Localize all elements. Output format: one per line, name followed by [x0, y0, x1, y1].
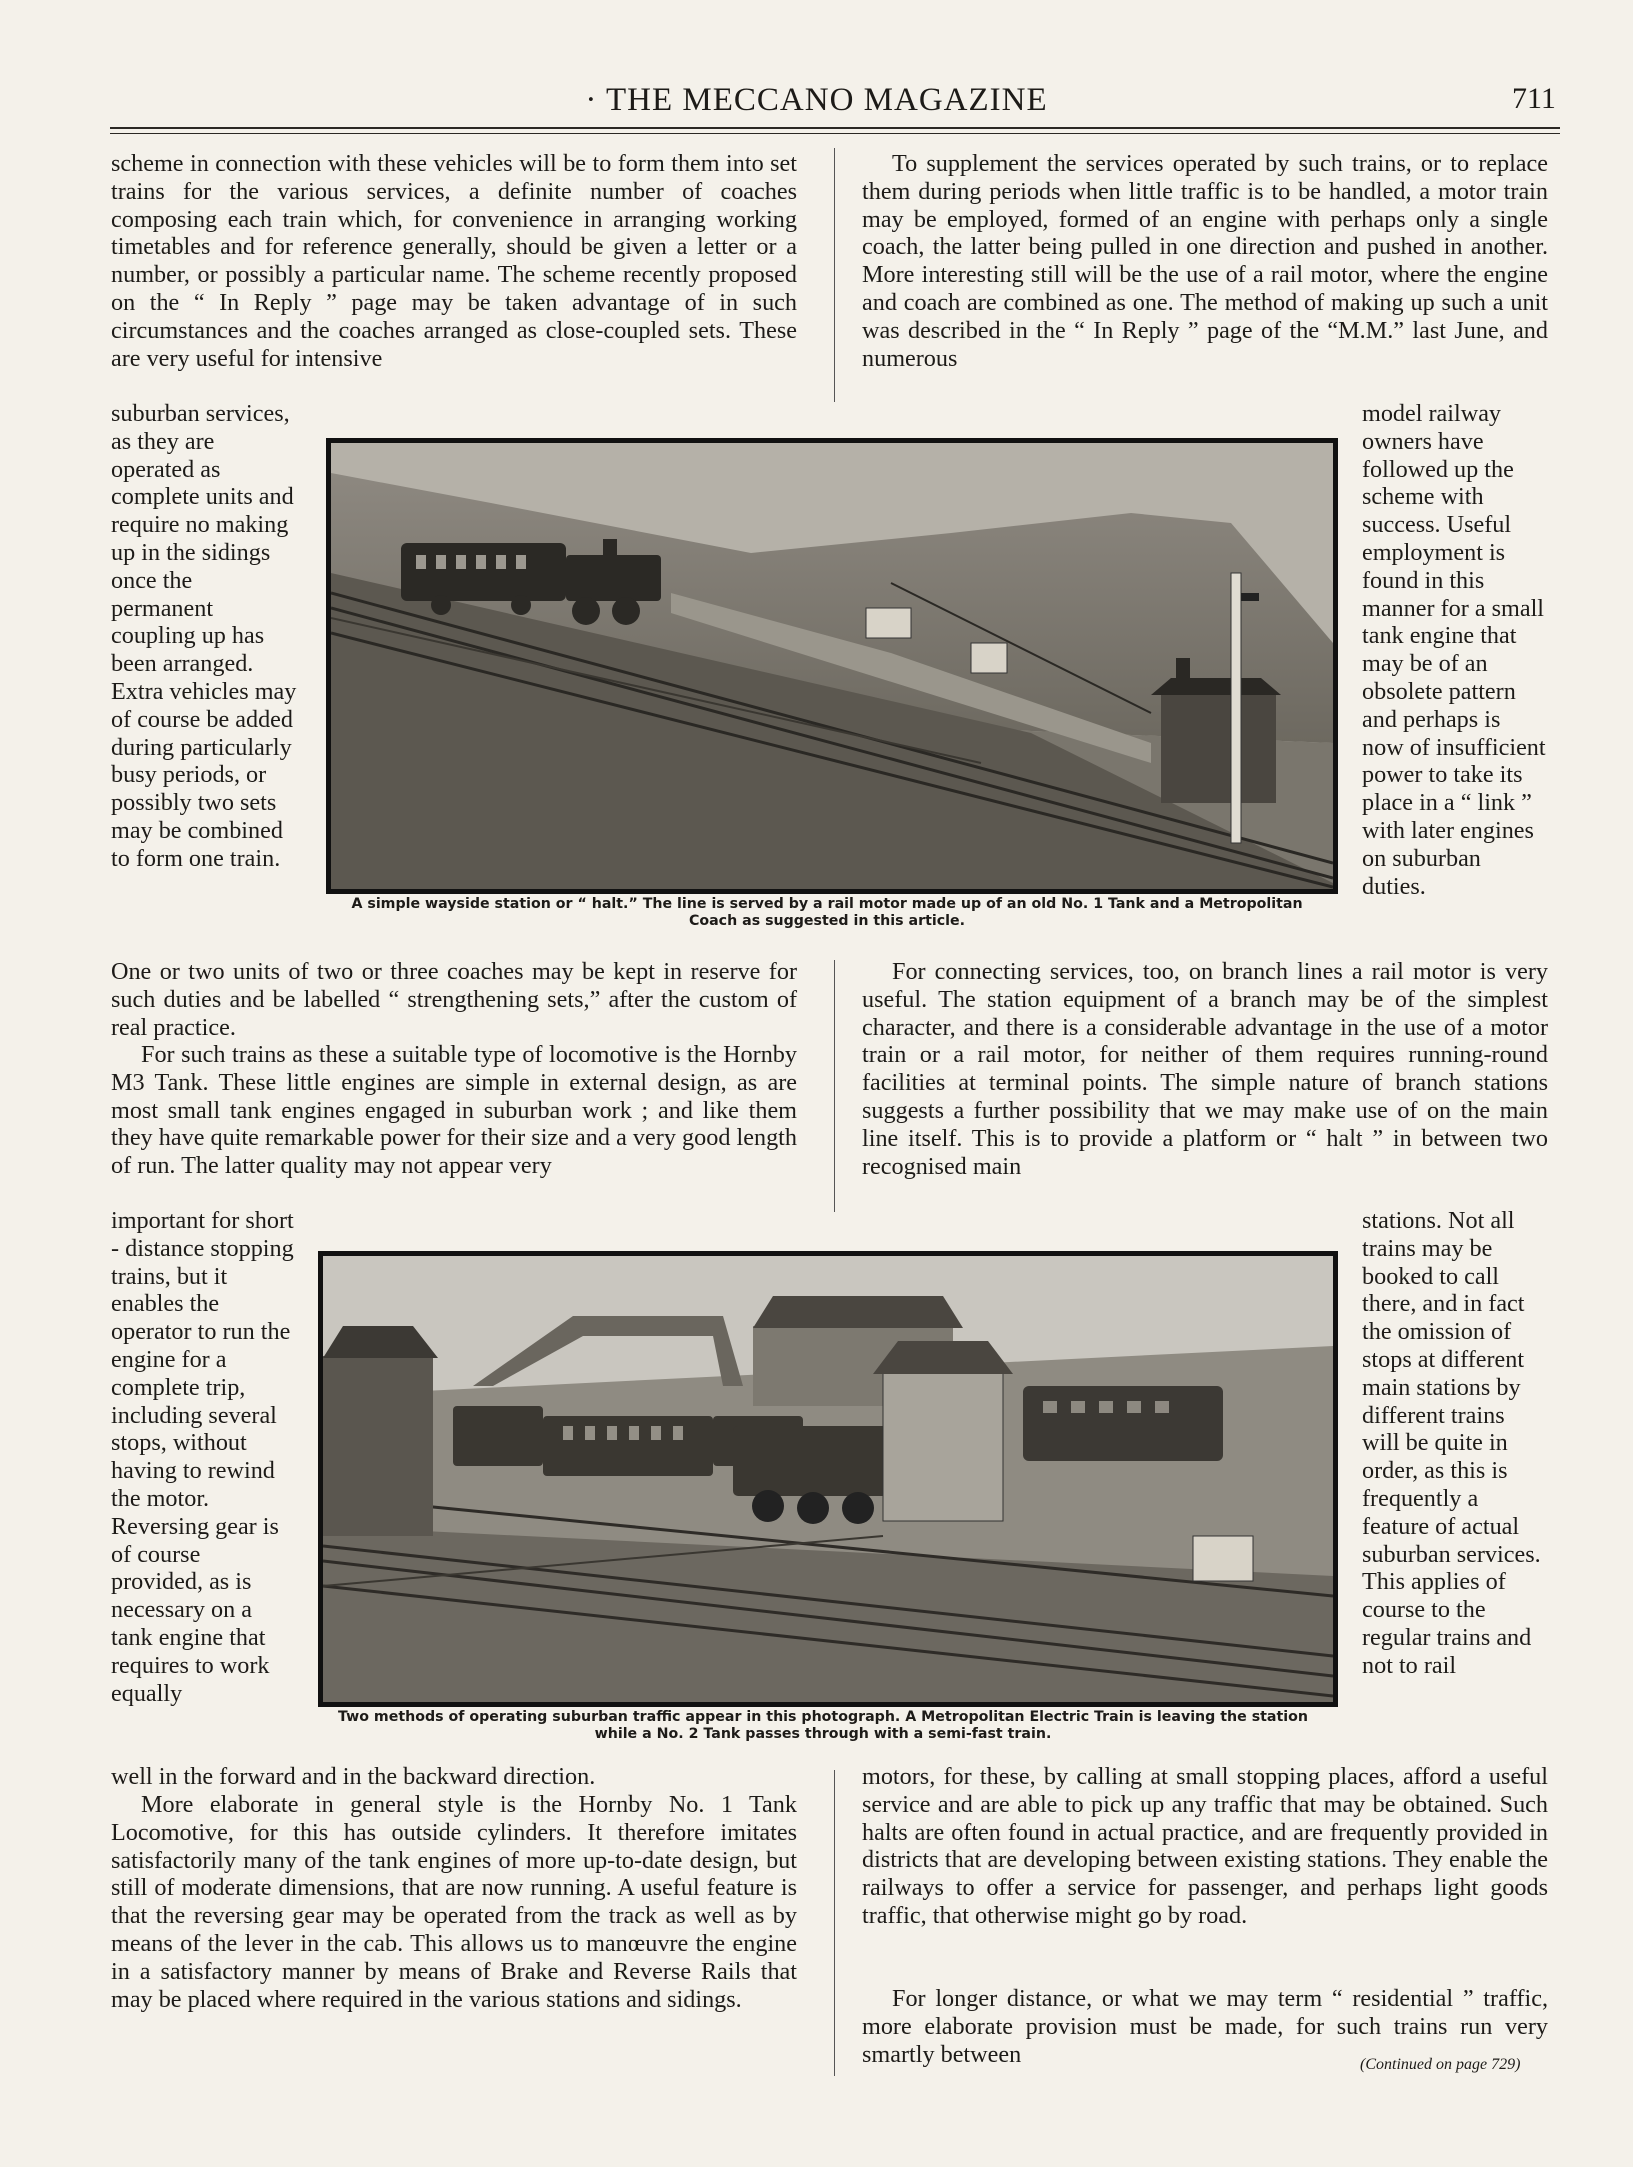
left-paragraph-3-continued: important for short - distance stopping trains, but it enables the operator to run the engine for a complete trip, including several stops, without having to rewind the motor. Reversing gear is of course provided, as is necessary on a tank engine that requires to work equally	[111, 1207, 294, 1707]
left-paragraph-4: More elaborate in general style is the Hornby No. 1 Tank Locomotive, for this has outside cylinders. It therefore imitates satisfactorily many of the tank engines of more up-to-date design, but still of moderate dimensions, that are now running. A useful feature is that the reversing gear may be operated from the track as well as by means of the lever in the cab. This allows us to manœuvre the engine in a satisfactory manner by means of Brake and Reverse Rails that may be placed where required in the various stations and sidings.	[111, 1791, 797, 2013]
right-paragraph-3: For longer distance, or what we may term “ residential ” traffic, more elaborate provision must be made, for such trains run very smartly between	[862, 1985, 1548, 2068]
page-number: 711	[1512, 82, 1556, 115]
column-divider-bottom	[834, 1770, 835, 2076]
figure-1-caption: A simple wayside station or “ halt.” The line is served by a rail motor made up of an old No. 1 Tank and a Metropolitan Coach as suggested in this article.	[351, 896, 1303, 929]
column-divider-middle	[834, 960, 835, 1212]
photo-wayside-halt-illustration	[331, 443, 1333, 889]
left-paragraph-2: One or two units of two or three coaches may be kept in reserve for such duties and be labelled “ strengthening sets,” after the custom of real practice.	[111, 958, 797, 1041]
right-paragraph-1-continued: model railway owners have followed up the scheme with success. Useful employment is found in this manner for a small tank engine that may be of an obsolete pattern and perhaps is now of insufficient power to take its place in a “ link ” with later engines on suburban duties.	[1362, 400, 1546, 900]
photo-wayside-halt	[326, 438, 1338, 894]
left-paragraph-1-continued: suburban services, as they are operated as complete units and require no making up in the sidings once the permanent coupling up has been arranged. Extra vehicles may of course be added during particularly busy periods, or possibly two sets may be combined to form one train.	[111, 400, 297, 872]
magazine-title: · THE MECCANO MAGAZINE	[585, 82, 1048, 118]
right-paragraph-1: To supplement the services operated by such trains, or to replace them during periods when little traffic is to be handled, a motor train may be employed, formed of an engine with perhaps only a single coach, the latter being pulled in one direction and pushed in another. More interesting still will be the use of a rail motor, where the engine and coach are combined as one. The method of making up such a unit was described in the “ In Reply ” page of the “M.M.” last June, and numerous	[862, 150, 1548, 372]
figure-2-caption: Two methods of operating suburban traffic appear in this photograph. A Metropolitan Electric Train is leaving the station while a No. 2 Tank passes through with a semi-fast train.	[338, 1709, 1308, 1742]
header-rule-thin	[110, 133, 1560, 134]
left-paragraph-3: For such trains as these a suitable type of locomotive is the Hornby M3 Tank. These little engines are simple in external design, as are most small tank engines engaged in suburban work ; and like them they have quite remarkable power for their size and a very good length of run. The latter quality may not appear very	[111, 1041, 797, 1180]
continued-note: (Continued on page 729)	[1360, 2056, 1521, 2073]
left-paragraph-1: scheme in connection with these vehicles will be to form them into set trains for the various services, a definite number of coaches composing each train which, for convenience in arranging working timetables and for reference generally, should be given a letter or a number, or possibly a particular name. The scheme recently proposed on the “ In Reply ” page may be taken advantage of in such circumstances and the coaches arranged as close-coupled sets. These are very useful for intensive	[111, 150, 797, 372]
header-rule	[110, 127, 1560, 129]
photo-suburban-traffic-illustration	[323, 1256, 1333, 1702]
right-paragraph-2-end: motors, for these, by calling at small stopping places, afford a useful service and are able to pick up any traffic that may be obtained. Such halts are often found in actual practice, and are frequently provided in districts that are developing between existing stations. They enable the railways to offer a service for passenger, and perhaps light goods traffic, that otherwise might go by road.	[862, 1763, 1548, 1929]
right-paragraph-2: For connecting services, too, on branch lines a rail motor is very useful. The station equipment of a branch may be of the simplest character, and there is a considerable advantage in the use of a motor train or a rail motor, for neither of them requires running-round facilities at terminal points. The simple nature of branch stations suggests a further possibility that we may make use of on the main line itself. This is to provide a platform or “ halt ” in between two recognised main	[862, 958, 1548, 1180]
column-divider-top	[834, 148, 835, 402]
photo-suburban-traffic	[318, 1251, 1338, 1707]
left-paragraph-3-end: well in the forward and in the backward direction.	[111, 1763, 596, 1790]
right-paragraph-2-continued: stations. Not all trains may be booked to call there, and in fact the omission of stops at different main stations by different trains will be quite in order, as this is frequently a feature of actual suburban services. This applies of course to the regular trains and not to rail	[1362, 1207, 1541, 1679]
